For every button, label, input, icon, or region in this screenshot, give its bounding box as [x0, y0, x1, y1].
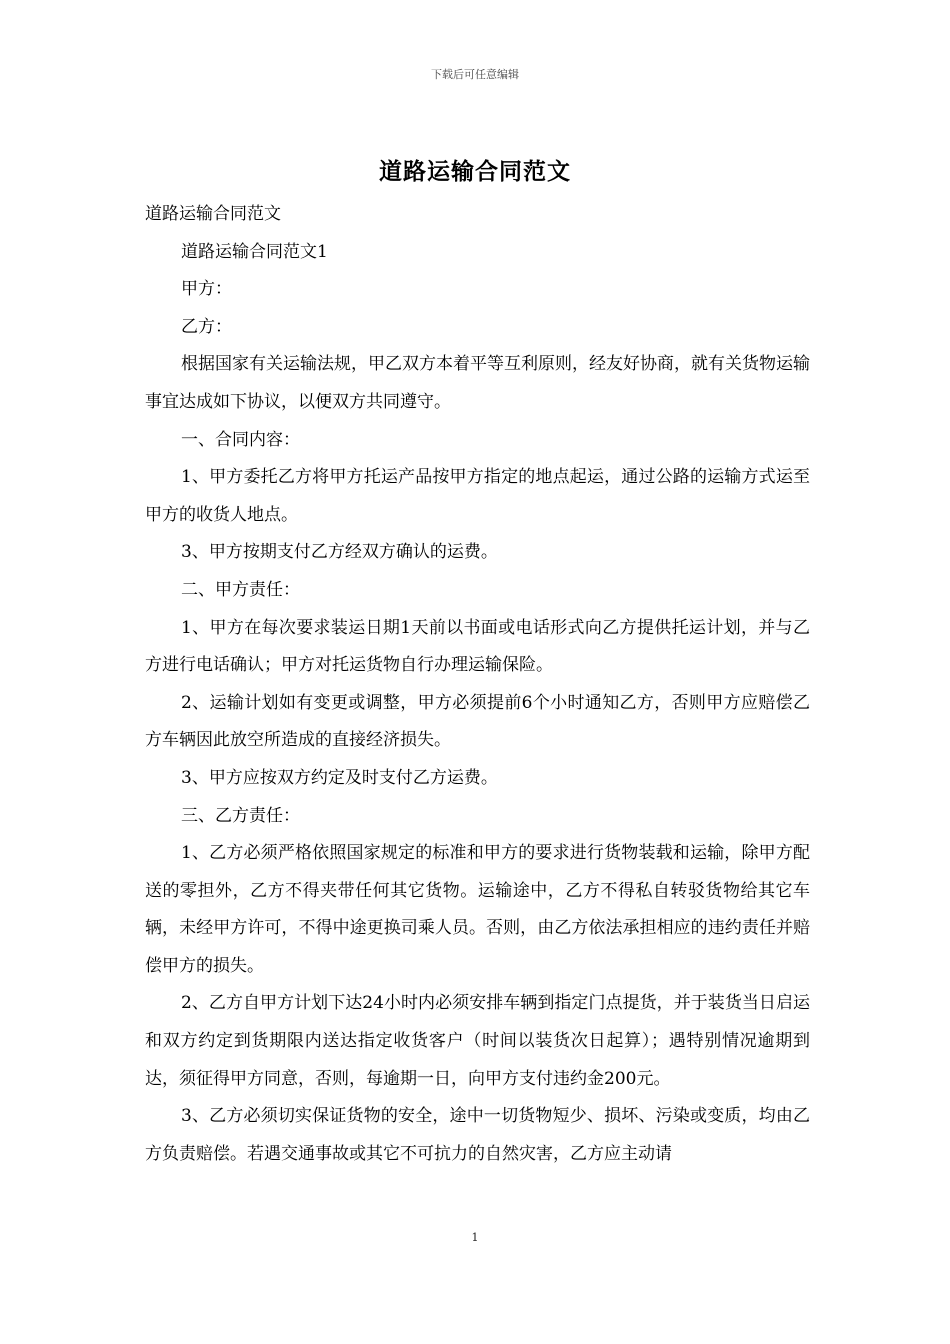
document-title: 道路运输合同范文 — [379, 158, 571, 185]
page-number: 1 — [471, 1231, 479, 1244]
paragraph: 一、合同内容： — [181, 429, 300, 450]
page-header: 下载后可任意编辑 — [431, 68, 519, 81]
paragraph: 3、甲方应按双方约定及时支付乙方运费。 — [181, 767, 498, 788]
paragraph: 1、甲方委托乙方将甲方托运产品按甲方指定的地点起运，通过公路的运输方式运至甲方的收货人地点。 — [145, 467, 810, 525]
paragraph: 道路运输合同范文 — [145, 204, 281, 224]
paragraph: 2、乙方自甲方计划下达24小时内必须安排车辆到指定门点提货，并于装货当日启运和双方约定到货期限内送达指定收货客户（时间以装货次日起算）；遇特别情况逾期到达，须征得甲方同意，否则，每逾期一日，向甲方支付违约金200元。 — [145, 993, 810, 1089]
paragraph: 1、乙方必须严格依照国家规定的标准和甲方的要求进行货物装载和运输，除甲方配送的零担外，乙方不得夹带任何其它货物。运输途中，乙方不得私自转驳货物给其它车辆，未经甲方许可，不得中途更换司乘人员。否则，由乙方依法承担相应的违约责任并赔偿甲方的损失。 — [145, 843, 810, 976]
paragraph: 乙方： — [181, 316, 232, 337]
paragraph: 根据国家有关运输法规，甲乙双方本着平等互利原则，经友好协商，就有关货物运输事宜达成如下协议，以便双方共同遵守。 — [145, 354, 810, 412]
paragraph: 甲方： — [181, 279, 232, 300]
paragraph: 道路运输合同范文1 — [181, 241, 328, 262]
paragraph: 2、运输计划如有变更或调整，甲方必须提前6个小时通知乙方，否则甲方应赔偿乙方车辆因此放空所造成的直接经济损失。 — [145, 692, 810, 751]
paragraph: 二、甲方责任： — [181, 579, 300, 600]
document-body — [145, 196, 810, 1173]
paragraph: 1、甲方在每次要求装运日期1天前以书面或电话形式向乙方提供托运计划，并与乙方进行电话确认；甲方对托运货物自行办理运输保险。 — [145, 617, 810, 676]
paragraph: 三、乙方责任： — [181, 805, 300, 826]
paragraph: 3、甲方按期支付乙方经双方确认的运费。 — [181, 542, 498, 563]
paragraph: 3、乙方必须切实保证货物的安全，途中一切货物短少、损坏、污染或变质，均由乙方负责赔偿。若遇交通事故或其它不可抗力的自然灾害，乙方应主动请 — [145, 1106, 810, 1164]
